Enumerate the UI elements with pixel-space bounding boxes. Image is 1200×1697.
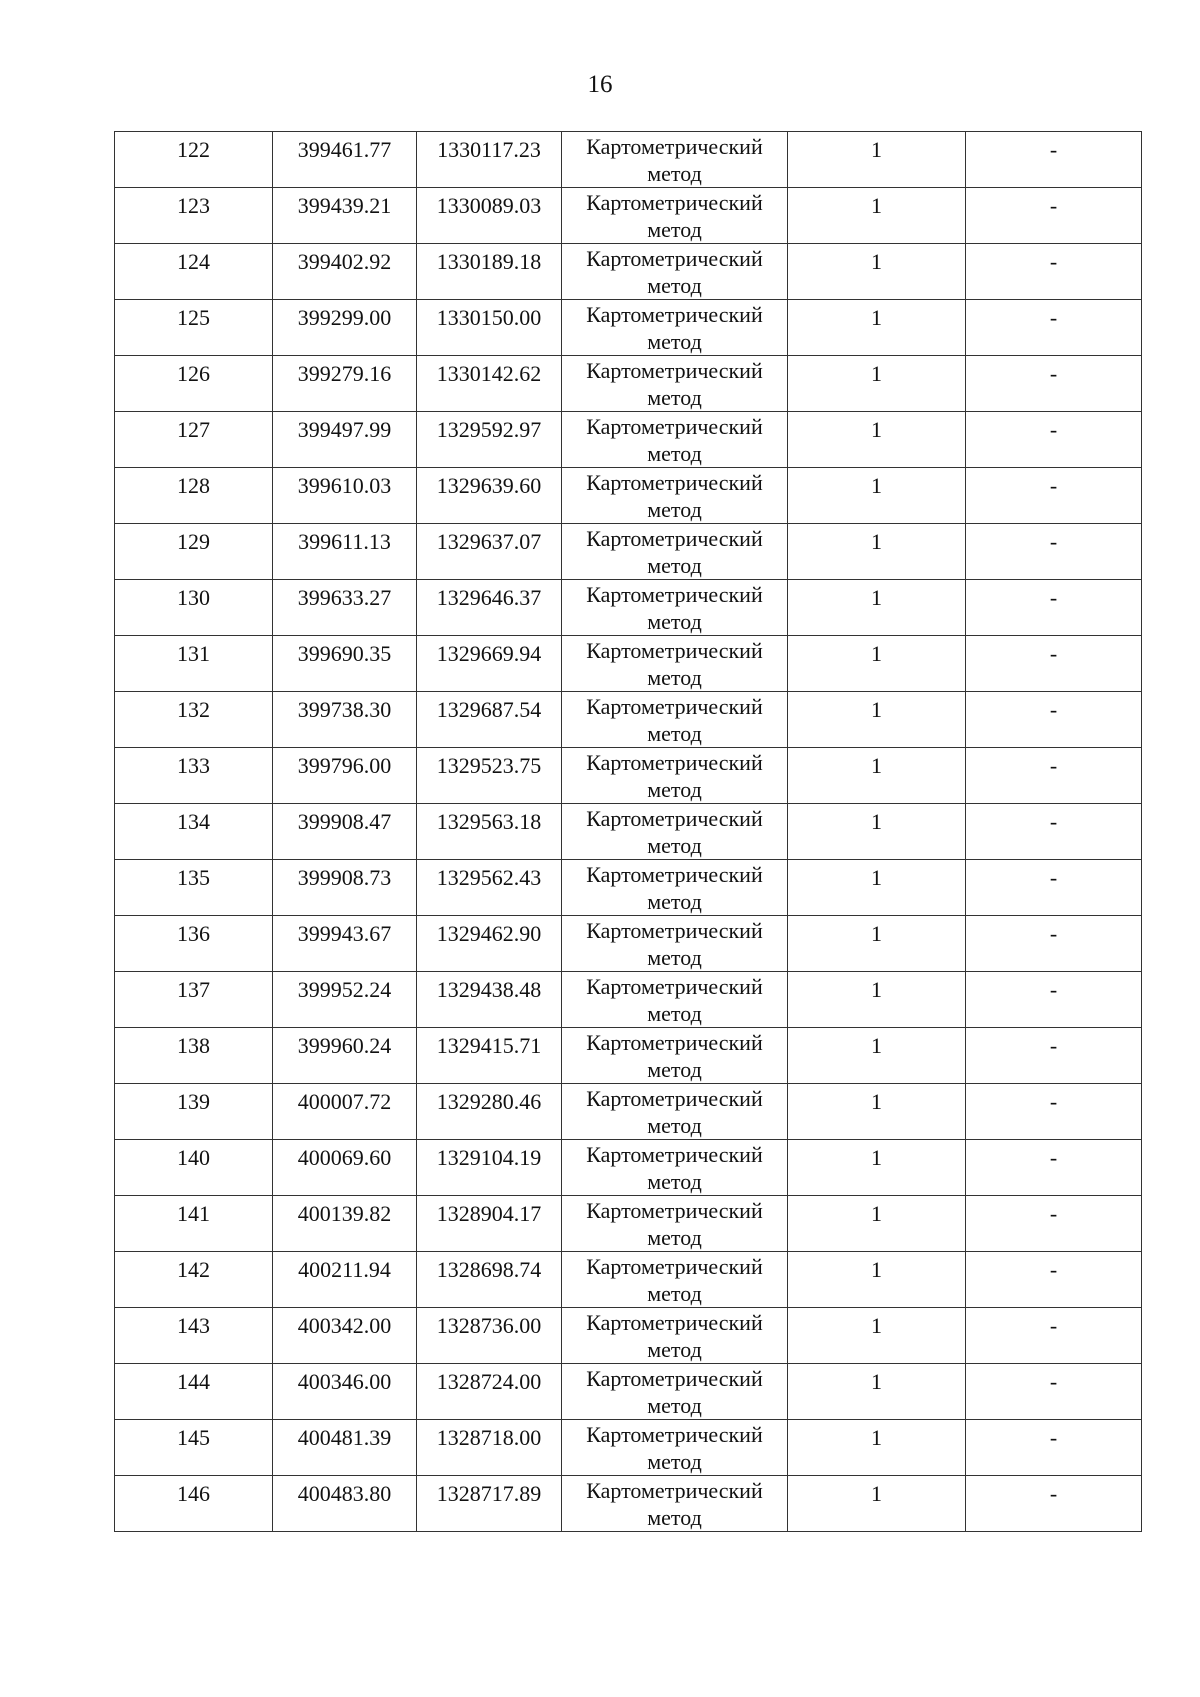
x-coordinate-cell: 399402.92 [273, 244, 417, 300]
method-line-2: метод [647, 945, 702, 970]
note-cell: - [966, 412, 1142, 468]
method-cell [562, 1084, 788, 1140]
note-cell: - [966, 860, 1142, 916]
table-row [115, 804, 1142, 860]
coordinates-table [114, 131, 1142, 1532]
table-row [115, 1364, 1142, 1420]
point-number-cell: 126 [115, 356, 273, 412]
note-cell: - [966, 972, 1142, 1028]
y-coordinate-cell: 1329562.43 [417, 860, 562, 916]
method-cell [562, 412, 788, 468]
table-row [115, 748, 1142, 804]
point-number-cell: 129 [115, 524, 273, 580]
method-line-1: Картометрический [586, 918, 763, 943]
x-coordinate-cell: 399611.13 [273, 524, 417, 580]
y-coordinate-cell: 1329639.60 [417, 468, 562, 524]
y-coordinate-cell: 1329669.94 [417, 636, 562, 692]
method-line-2: метод [647, 889, 702, 914]
y-coordinate-cell: 1330089.03 [417, 188, 562, 244]
method-cell [562, 972, 788, 1028]
method-line-2: метод [647, 833, 702, 858]
x-coordinate-cell: 399461.77 [273, 132, 417, 188]
method-line-1: Картометрический [586, 1478, 763, 1503]
accuracy-cell: 1 [788, 524, 966, 580]
method-cell [562, 636, 788, 692]
method-line-2: метод [647, 1337, 702, 1362]
table-row [115, 580, 1142, 636]
point-number-cell: 135 [115, 860, 273, 916]
method-line-1: Картометрический [586, 1366, 763, 1391]
note-cell: - [966, 1196, 1142, 1252]
method-line-2: метод [647, 217, 702, 242]
method-line-2: метод [647, 1449, 702, 1474]
table-row [115, 1252, 1142, 1308]
x-coordinate-cell: 399610.03 [273, 468, 417, 524]
method-line-2: метод [647, 777, 702, 802]
method-line-2: метод [647, 665, 702, 690]
point-number-cell: 139 [115, 1084, 273, 1140]
x-coordinate-cell: 399497.99 [273, 412, 417, 468]
method-line-1: Картометрический [586, 694, 763, 719]
y-coordinate-cell: 1330189.18 [417, 244, 562, 300]
method-line-2: метод [647, 1113, 702, 1138]
method-line-1: Картометрический [586, 190, 763, 215]
y-coordinate-cell: 1328904.17 [417, 1196, 562, 1252]
method-line-1: Картометрический [586, 750, 763, 775]
point-number-cell: 123 [115, 188, 273, 244]
note-cell: - [966, 468, 1142, 524]
x-coordinate-cell: 400346.00 [273, 1364, 417, 1420]
method-line-1: Картометрический [586, 470, 763, 495]
method-cell [562, 244, 788, 300]
note-cell: - [966, 580, 1142, 636]
y-coordinate-cell: 1329646.37 [417, 580, 562, 636]
method-cell [562, 1196, 788, 1252]
table-row [115, 1140, 1142, 1196]
table-row [115, 300, 1142, 356]
method-cell [562, 1028, 788, 1084]
method-line-2: метод [647, 1001, 702, 1026]
accuracy-cell: 1 [788, 412, 966, 468]
point-number-cell: 128 [115, 468, 273, 524]
note-cell: - [966, 300, 1142, 356]
method-line-1: Картометрический [586, 1254, 763, 1279]
table-row [115, 636, 1142, 692]
x-coordinate-cell: 400007.72 [273, 1084, 417, 1140]
method-line-1: Картометрический [586, 582, 763, 607]
x-coordinate-cell: 399299.00 [273, 300, 417, 356]
y-coordinate-cell: 1329438.48 [417, 972, 562, 1028]
point-number-cell: 145 [115, 1420, 273, 1476]
note-cell: - [966, 1140, 1142, 1196]
table-row [115, 1084, 1142, 1140]
accuracy-cell: 1 [788, 804, 966, 860]
method-cell [562, 1476, 788, 1532]
table-row [115, 1476, 1142, 1532]
point-number-cell: 127 [115, 412, 273, 468]
accuracy-cell: 1 [788, 1028, 966, 1084]
point-number-cell: 141 [115, 1196, 273, 1252]
x-coordinate-cell: 400342.00 [273, 1308, 417, 1364]
accuracy-cell: 1 [788, 1308, 966, 1364]
method-cell [562, 1308, 788, 1364]
method-cell [562, 860, 788, 916]
table-row [115, 356, 1142, 412]
point-number-cell: 124 [115, 244, 273, 300]
method-line-2: метод [647, 609, 702, 634]
note-cell: - [966, 1084, 1142, 1140]
point-number-cell: 144 [115, 1364, 273, 1420]
table-row [115, 1420, 1142, 1476]
accuracy-cell: 1 [788, 1084, 966, 1140]
method-line-1: Картометрический [586, 806, 763, 831]
note-cell: - [966, 524, 1142, 580]
y-coordinate-cell: 1329104.19 [417, 1140, 562, 1196]
method-line-2: метод [647, 441, 702, 466]
method-cell [562, 748, 788, 804]
note-cell: - [966, 1364, 1142, 1420]
table-row [115, 188, 1142, 244]
x-coordinate-cell: 400481.39 [273, 1420, 417, 1476]
y-coordinate-cell: 1328724.00 [417, 1364, 562, 1420]
method-cell [562, 804, 788, 860]
method-line-1: Картометрический [586, 1198, 763, 1223]
method-line-1: Картометрический [586, 1310, 763, 1335]
method-cell [562, 1140, 788, 1196]
method-line-2: метод [647, 1057, 702, 1082]
method-cell [562, 524, 788, 580]
point-number-cell: 136 [115, 916, 273, 972]
method-line-2: метод [647, 497, 702, 522]
method-cell [562, 132, 788, 188]
method-cell [562, 1364, 788, 1420]
method-line-1: Картометрический [586, 414, 763, 439]
x-coordinate-cell: 400069.60 [273, 1140, 417, 1196]
x-coordinate-cell: 399952.24 [273, 972, 417, 1028]
y-coordinate-cell: 1329592.97 [417, 412, 562, 468]
method-line-2: метод [647, 1225, 702, 1250]
point-number-cell: 138 [115, 1028, 273, 1084]
point-number-cell: 142 [115, 1252, 273, 1308]
method-cell [562, 916, 788, 972]
y-coordinate-cell: 1328736.00 [417, 1308, 562, 1364]
point-number-cell: 132 [115, 692, 273, 748]
note-cell: - [966, 692, 1142, 748]
method-cell [562, 692, 788, 748]
note-cell: - [966, 916, 1142, 972]
accuracy-cell: 1 [788, 692, 966, 748]
point-number-cell: 140 [115, 1140, 273, 1196]
note-cell: - [966, 1252, 1142, 1308]
y-coordinate-cell: 1329523.75 [417, 748, 562, 804]
x-coordinate-cell: 399690.35 [273, 636, 417, 692]
method-line-1: Картометрический [586, 302, 763, 327]
point-number-cell: 122 [115, 132, 273, 188]
x-coordinate-cell: 399633.27 [273, 580, 417, 636]
accuracy-cell: 1 [788, 244, 966, 300]
accuracy-cell: 1 [788, 300, 966, 356]
method-line-2: метод [647, 1169, 702, 1194]
table-row [115, 692, 1142, 748]
note-cell: - [966, 748, 1142, 804]
table-row [115, 244, 1142, 300]
point-number-cell: 125 [115, 300, 273, 356]
table-body [115, 132, 1142, 1532]
y-coordinate-cell: 1329563.18 [417, 804, 562, 860]
point-number-cell: 137 [115, 972, 273, 1028]
accuracy-cell: 1 [788, 356, 966, 412]
method-line-2: метод [647, 1505, 702, 1530]
y-coordinate-cell: 1330117.23 [417, 132, 562, 188]
x-coordinate-cell: 399960.24 [273, 1028, 417, 1084]
method-line-1: Картометрический [586, 246, 763, 271]
x-coordinate-cell: 399908.47 [273, 804, 417, 860]
table-row [115, 412, 1142, 468]
method-line-1: Картометрический [586, 358, 763, 383]
method-line-1: Картометрический [586, 1086, 763, 1111]
table-row [115, 132, 1142, 188]
method-line-1: Картометрический [586, 1142, 763, 1167]
method-line-1: Картометрический [586, 638, 763, 663]
x-coordinate-cell: 399738.30 [273, 692, 417, 748]
x-coordinate-cell: 399796.00 [273, 748, 417, 804]
y-coordinate-cell: 1330142.62 [417, 356, 562, 412]
y-coordinate-cell: 1329462.90 [417, 916, 562, 972]
y-coordinate-cell: 1329637.07 [417, 524, 562, 580]
method-line-2: метод [647, 161, 702, 186]
note-cell: - [966, 1476, 1142, 1532]
note-cell: - [966, 804, 1142, 860]
method-line-1: Картометрический [586, 526, 763, 551]
table-row [115, 860, 1142, 916]
method-line-1: Картометрический [586, 1422, 763, 1447]
accuracy-cell: 1 [788, 1476, 966, 1532]
accuracy-cell: 1 [788, 860, 966, 916]
note-cell: - [966, 132, 1142, 188]
method-cell [562, 468, 788, 524]
point-number-cell: 133 [115, 748, 273, 804]
point-number-cell: 131 [115, 636, 273, 692]
x-coordinate-cell: 399908.73 [273, 860, 417, 916]
method-line-2: метод [647, 329, 702, 354]
method-line-2: метод [647, 385, 702, 410]
x-coordinate-cell: 400139.82 [273, 1196, 417, 1252]
y-coordinate-cell: 1329415.71 [417, 1028, 562, 1084]
method-cell [562, 1420, 788, 1476]
y-coordinate-cell: 1328717.89 [417, 1476, 562, 1532]
accuracy-cell: 1 [788, 748, 966, 804]
accuracy-cell: 1 [788, 1140, 966, 1196]
table-row [115, 468, 1142, 524]
accuracy-cell: 1 [788, 1420, 966, 1476]
accuracy-cell: 1 [788, 188, 966, 244]
table-row [115, 1028, 1142, 1084]
accuracy-cell: 1 [788, 1252, 966, 1308]
method-cell [562, 1252, 788, 1308]
accuracy-cell: 1 [788, 972, 966, 1028]
y-coordinate-cell: 1329280.46 [417, 1084, 562, 1140]
note-cell: - [966, 636, 1142, 692]
point-number-cell: 143 [115, 1308, 273, 1364]
note-cell: - [966, 188, 1142, 244]
accuracy-cell: 1 [788, 468, 966, 524]
method-line-2: метод [647, 1393, 702, 1418]
point-number-cell: 146 [115, 1476, 273, 1532]
table-row [115, 972, 1142, 1028]
table-row [115, 524, 1142, 580]
method-cell [562, 580, 788, 636]
table-row [115, 916, 1142, 972]
method-line-1: Картометрический [586, 1030, 763, 1055]
note-cell: - [966, 356, 1142, 412]
method-cell [562, 300, 788, 356]
accuracy-cell: 1 [788, 636, 966, 692]
note-cell: - [966, 1308, 1142, 1364]
method-line-2: метод [647, 721, 702, 746]
accuracy-cell: 1 [788, 916, 966, 972]
method-cell [562, 356, 788, 412]
x-coordinate-cell: 399943.67 [273, 916, 417, 972]
accuracy-cell: 1 [788, 580, 966, 636]
x-coordinate-cell: 399439.21 [273, 188, 417, 244]
method-line-1: Картометрический [586, 862, 763, 887]
y-coordinate-cell: 1328718.00 [417, 1420, 562, 1476]
page-number: 16 [587, 71, 613, 98]
y-coordinate-cell: 1329687.54 [417, 692, 562, 748]
note-cell: - [966, 1420, 1142, 1476]
method-line-2: метод [647, 553, 702, 578]
method-line-1: Картометрический [586, 134, 763, 159]
table-row [115, 1196, 1142, 1252]
method-cell [562, 188, 788, 244]
point-number-cell: 130 [115, 580, 273, 636]
accuracy-cell: 1 [788, 1196, 966, 1252]
accuracy-cell: 1 [788, 132, 966, 188]
method-line-2: метод [647, 1281, 702, 1306]
x-coordinate-cell: 400483.80 [273, 1476, 417, 1532]
method-line-2: метод [647, 273, 702, 298]
y-coordinate-cell: 1330150.00 [417, 300, 562, 356]
y-coordinate-cell: 1328698.74 [417, 1252, 562, 1308]
point-number-cell: 134 [115, 804, 273, 860]
accuracy-cell: 1 [788, 1364, 966, 1420]
table-row [115, 1308, 1142, 1364]
note-cell: - [966, 244, 1142, 300]
method-line-1: Картометрический [586, 974, 763, 999]
x-coordinate-cell: 399279.16 [273, 356, 417, 412]
x-coordinate-cell: 400211.94 [273, 1252, 417, 1308]
note-cell: - [966, 1028, 1142, 1084]
